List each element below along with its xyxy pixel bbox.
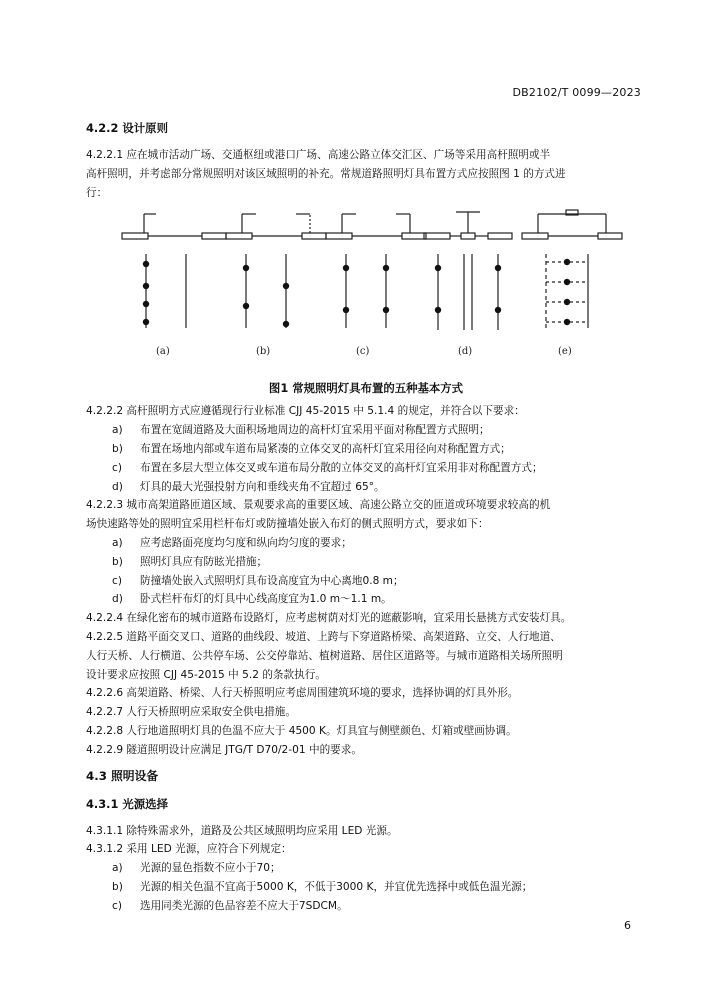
clause-4-3-1-2-list: [86, 859, 646, 915]
clause-4-2-2-2: 4.2.2.2 高杆照明方式应遵循现行行业标准 CJJ 45-2015 中 5.1.4 的规定，并符合以下要求：: [86, 405, 525, 418]
clause-4-2-2-3-list: [86, 534, 646, 609]
figure-label-e: (e): [558, 346, 572, 358]
figure-label-b: (b): [256, 346, 271, 358]
figure-label-c: (c): [356, 346, 370, 358]
list-item: b) 照明灯具应有防眩光措施；: [112, 555, 268, 568]
list-item: d) 灯具的最大光强投射方向和垂线夹角不宜超过 65°。: [112, 480, 385, 493]
clause-4-2-2-1-line1: 4.2.2.1 应在城市活动广场、交通枢纽或港口广场、高速公路立体交汇区、广场等采用高杆照明或半: [86, 149, 551, 161]
clause-4-2-2-1-line2: 高杆照明，并考虑部分常规照明对该区域照明的补充。常规道路照明灯具布置方式应按照图 1 的方式进: [86, 167, 566, 180]
page-number: 6: [624, 919, 631, 932]
layout-e-diagram: [522, 210, 622, 328]
list-item: c) 防撞墙处嵌入式照明灯具布设高度宜为中心离地0.8 m；: [112, 574, 404, 587]
section-heading-4-3: 4.3 照明设备: [86, 768, 159, 783]
list-item: a) 应考虑路面亮度均匀度和纵向均匀度的要求；: [112, 536, 352, 549]
layout-b-diagram: [226, 214, 326, 328]
clause-4-2-2-6: 4.2.2.6 高架道路、桥梁、人行天桥照明应考虑周围建筑环境的要求，选择协调的灯具外形。: [86, 687, 519, 700]
figure-1-drawing: [106, 206, 626, 376]
clause-4-3-1-2: 4.3.1.2 采用 LED 光源，应符合下列规定：: [86, 843, 292, 856]
layout-c-diagram: [326, 214, 426, 328]
list-item: c) 选用同类光源的色品容差不应大于7SDCM。: [112, 899, 348, 912]
clause-4-3-1-1: 4.3.1.1 除特殊需求外，道路及公共区域照明均应采用 LED 光源。: [86, 824, 398, 837]
list-item: a) 布置在宽阔道路及大面积场地周边的高杆灯宜采用平面对称配置方式照明；: [112, 424, 490, 437]
list-item: c) 布置在多层大型立体交叉或车道布局分散的立体交叉的高杆灯宜采用非对称配置方式；: [112, 461, 543, 474]
clause-4-2-2-5-line3: 设计要求应按照 CJJ 45-2015 中 5.2 的条款执行。: [86, 668, 326, 681]
clause-4-2-2-9: 4.2.2.9 隧道照明设计应满足 JTG/T D70/2-01 中的要求。: [86, 743, 362, 756]
clause-4-2-2-5-line1: 4.2.2.5 道路平面交叉口、道路的曲线段、坡道、上跨与下穿道路桥梁、高架道路、立交、人行地道、: [86, 630, 561, 643]
list-item: d) 卧式栏杆布灯的灯具中心线高度宜为1.0 m～1.1 m。: [112, 593, 392, 606]
page-content: [86, 114, 646, 916]
clause-4-2-2-1-line3: 行：: [86, 186, 108, 199]
figure-label-d: (d): [458, 346, 473, 358]
clause-4-2-2-4: 4.2.2.4 在绿化密布的城市道路布设路灯，应考虑树荫对灯光的遮蔽影响，宜采用长悬挑方式安装灯具。: [86, 612, 572, 625]
list-item: a) 光源的显色指数不应小于70；: [112, 862, 281, 875]
section-heading-4-2-2: 4.2.2 设计原则: [86, 121, 168, 135]
list-item: b) 布置在场地内部或车道布局紧凑的立体交叉的高杆灯宜采用径向对称配置方式；: [112, 442, 511, 455]
clause-4-2-2-2-list: [86, 421, 646, 496]
clause-4-2-2-7: 4.2.2.7 人行天桥照明应采取安全供电措施。: [86, 706, 296, 719]
document-id: DB2102/T 0099—2023: [512, 86, 641, 99]
list-item: b) 光源的相关色温不宜高于5000 K，不低于3000 K，并宜优先选择中或低色温光源；: [112, 880, 533, 893]
clause-4-2-2-3-line1: 4.2.2.3 城市高架道路匝道区域、景观要求高的重要区域、高速公路立交的匝道或环境要求较高的机: [86, 499, 551, 512]
clause-4-2-2-3-line2: 场快速路等处的照明宜采用栏杆布灯或防撞墙处嵌入布灯的侧式照明方式，要求如下：: [86, 518, 489, 531]
layout-a-diagram: [122, 214, 226, 328]
clause-4-2-2-8: 4.2.2.8 人行地道照明灯具的色温不应大于 4500 K。灯具宜与侧壁颜色、灯箱或壁画协调。: [86, 724, 517, 737]
figure-1-caption: 图1 常规照明灯具布置的五种基本方式: [268, 381, 464, 396]
section-heading-4-3-1: 4.3.1 光源选择: [86, 796, 168, 811]
figure-label-a: (a): [156, 346, 170, 358]
figure-1-luminaire-layouts: [86, 206, 646, 376]
clause-4-2-2-5-line2: 人行天桥、人行横道、公共停车场、公交停靠站、植树道路、居住区道路等。与城市道路相关场所照明: [86, 649, 563, 662]
